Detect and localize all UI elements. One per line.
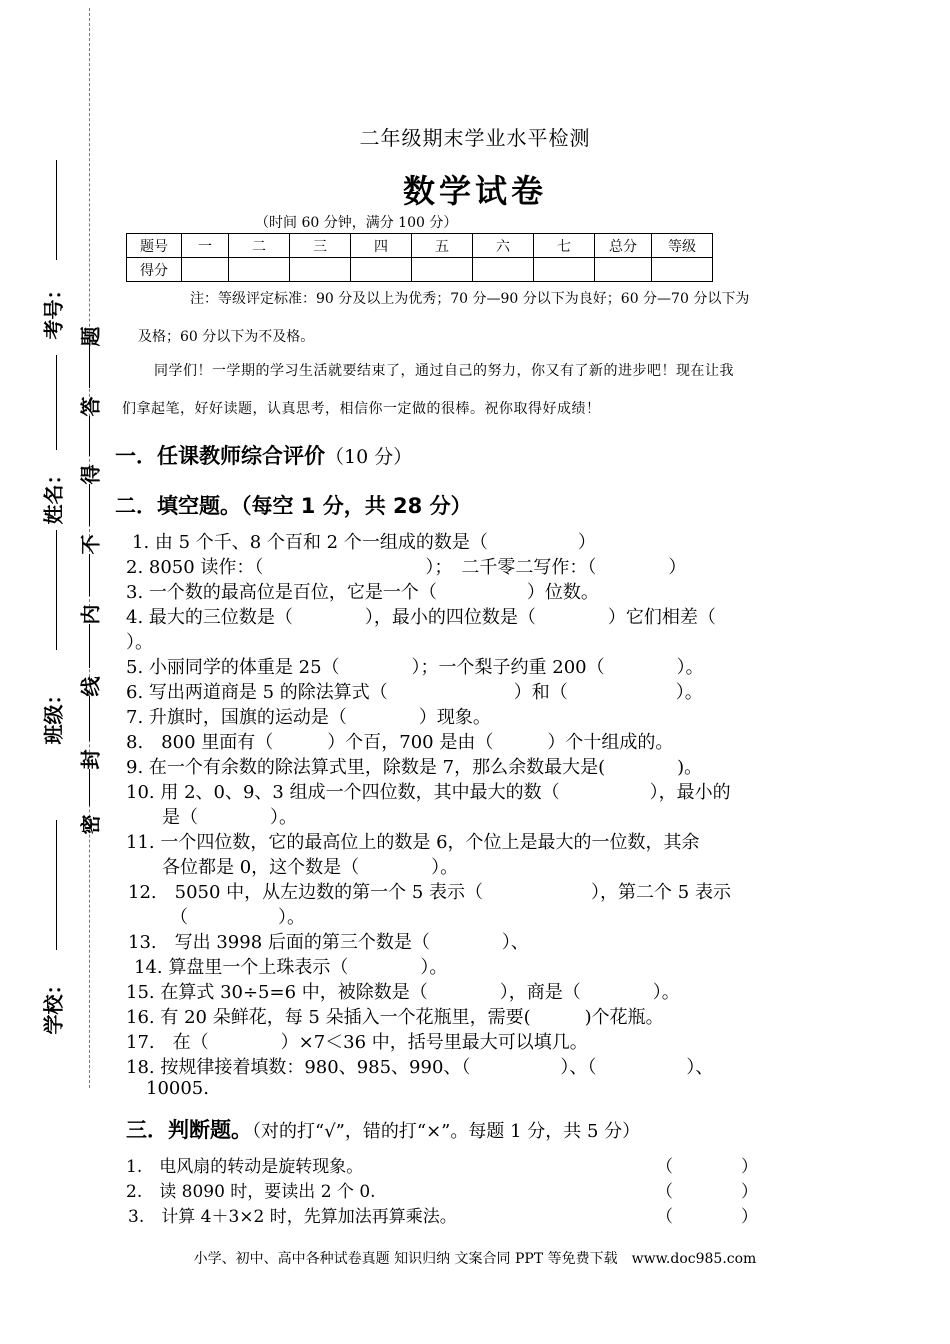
score-input-cell[interactable] bbox=[652, 258, 713, 282]
seal-dash bbox=[89, 696, 90, 741]
score-input-cell[interactable] bbox=[182, 258, 229, 282]
score-input-cell[interactable] bbox=[473, 258, 534, 282]
grading-note-line: 及格；60 分以下为不及格。 bbox=[138, 329, 315, 345]
judge-question-text: 2. 读 8090 时，要读出 2 个 0. bbox=[126, 1182, 376, 1202]
question-line: 8. 800 里面有（ ）个百，700 是由（ ）个十组成的。 bbox=[126, 732, 674, 753]
question-line: 2. 8050 读作：（ ）； 二千零二写作：（ ） bbox=[126, 557, 687, 578]
score-table-score-row bbox=[127, 258, 713, 282]
question-line: 12. 5050 中，从左边数的第一个 5 表示（ ），第二个 5 表示 bbox=[128, 882, 731, 903]
question-line: 18. 按规律接着填数：980、985、990、（ ）、（ ）、 bbox=[126, 1057, 714, 1078]
section-one-title: 一．任课教师综合评价 bbox=[115, 444, 325, 468]
seal-char: 密 bbox=[78, 814, 103, 835]
seal-char: 线 bbox=[78, 676, 103, 697]
table-cell: 五 bbox=[412, 234, 473, 258]
seal-dash bbox=[89, 769, 90, 806]
question-line: 17. 在（ ）×7＜36 中，括号里最大可以填几。 bbox=[126, 1032, 588, 1053]
seal-dash bbox=[89, 416, 90, 456]
judge-answer-blank[interactable]: （ ） bbox=[656, 1182, 758, 1202]
seal-char: 封 bbox=[78, 749, 103, 770]
question-line: 11. 一个四位数，它的最高位上的数是 6，个位上是最大的一位数，其余 bbox=[126, 832, 700, 853]
table-cell: 六 bbox=[473, 234, 534, 258]
seal-char: 得 bbox=[78, 464, 103, 485]
intro-line: 同学们！一学期的学习生活就要结束了，通过自己的努力，你又有了新的进步吧！现在让我 bbox=[154, 363, 734, 379]
seal-char: 内 bbox=[78, 604, 103, 625]
footer-text: 小学、初中、高中各种试卷真题 知识归纳 文案合同 PPT 等免费下载 www.doc985.com bbox=[193, 1251, 757, 1267]
table-cell: 一 bbox=[182, 234, 229, 258]
seal-dash bbox=[89, 624, 90, 668]
score-input-cell[interactable] bbox=[534, 258, 595, 282]
question-line: 3. 一个数的最高位是百位，它是一个（ ）位数。 bbox=[126, 582, 599, 603]
seal-dash bbox=[89, 554, 90, 596]
question-line: 各位都是 0，这个数是（ ）。 bbox=[162, 857, 459, 878]
score-table bbox=[126, 233, 713, 282]
question-line: 1. 由 5 个千、8 个百和 2 个一组成的数是（ ） bbox=[132, 532, 596, 553]
score-input-cell[interactable] bbox=[595, 258, 652, 282]
question-line: 4. 最大的三位数是（ ），最小的四位数是（ ）它们相差（ bbox=[126, 607, 716, 628]
section-three-note: （对的打“√”，错的打“×”。每题 1 分，共 5 分） bbox=[252, 1121, 641, 1142]
question-line: 10. 用 2、0、9、3 组成一个四位数，其中最大的数（ ），最小的 bbox=[126, 782, 731, 803]
exam-title: 数学试卷 bbox=[402, 172, 547, 210]
table-cell: 总分 bbox=[595, 234, 652, 258]
grading-note-line: 注：等级评定标准：90 分及以上为优秀；70 分—90 分以下为良好；60 分—70 分以下为 bbox=[190, 291, 750, 307]
class-label: 班级： bbox=[41, 684, 66, 745]
question-line: 15. 在算式 30÷5=6 中，被除数是（ ），商是（ ）。 bbox=[126, 982, 680, 1003]
table-cell: 七 bbox=[534, 234, 595, 258]
table-cell: 三 bbox=[290, 234, 351, 258]
score-input-cell[interactable] bbox=[229, 258, 290, 282]
time-note: （时间 60 分钟，满分 100 分） bbox=[255, 215, 458, 231]
seal-dash bbox=[89, 346, 90, 388]
score-input-cell[interactable] bbox=[290, 258, 351, 282]
seal-char: 答 bbox=[78, 396, 103, 417]
seal-char: 不 bbox=[78, 534, 103, 555]
table-cell: 得分 bbox=[127, 258, 182, 282]
seal-char: 题 bbox=[78, 326, 103, 347]
score-table-header-row bbox=[127, 234, 713, 258]
section-one-heading bbox=[115, 440, 412, 470]
question-line: 9. 在一个有余数的除法算式里，除数是 7，那么余数最大是( )。 bbox=[126, 757, 703, 778]
judge-question-text: 3. 计算 4＋3×2 时，先算加法再算乘法。 bbox=[128, 1207, 457, 1227]
score-input-cell[interactable] bbox=[412, 258, 473, 282]
class-rule bbox=[56, 530, 57, 650]
exam-subtitle: 二年级期末学业水平检测 bbox=[359, 126, 591, 150]
table-cell: 二 bbox=[229, 234, 290, 258]
question-line: 7. 升旗时，国旗的运动是（ ）现象。 bbox=[126, 707, 491, 728]
table-cell: 题号 bbox=[127, 234, 182, 258]
section-two-heading: 二．填空题。（每空 1 分，共 28 分） bbox=[115, 494, 472, 518]
table-cell: 四 bbox=[351, 234, 412, 258]
question-line: 14. 算盘里一个上珠表示（ ）。 bbox=[134, 957, 448, 978]
section-three-heading bbox=[126, 1114, 640, 1144]
question-line: ）。 bbox=[126, 632, 153, 653]
question-line: 10005. bbox=[146, 1078, 209, 1099]
question-line: 5. 小丽同学的体重是 25（ ）；一个梨子约重 200（ ）。 bbox=[126, 657, 704, 678]
section-three-title: 三．判断题。 bbox=[126, 1118, 252, 1142]
judge-question-text: 1. 电风扇的转动是旋转现象。 bbox=[126, 1157, 364, 1177]
school-rule bbox=[56, 820, 57, 950]
name-label: 姓名： bbox=[41, 464, 66, 525]
question-line: 6. 写出两道商是 5 的除法算式（ ）和（ ）。 bbox=[126, 682, 703, 703]
table-cell: 等级 bbox=[652, 234, 713, 258]
exam-number-label: 考号： bbox=[41, 279, 66, 340]
intro-line: 们拿起笔，好好读题，认真思考，相信你一定做的很棒。祝你取得好成绩！ bbox=[122, 401, 601, 417]
section-one-score: （10 分） bbox=[325, 446, 413, 468]
question-line: 16. 有 20 朵鲜花，每 5 朵插入一个花瓶里，需要( )个花瓶。 bbox=[126, 1007, 664, 1028]
question-line: 13. 写出 3998 后面的第三个数是（ ）、 bbox=[128, 932, 529, 953]
seal-dash bbox=[89, 484, 90, 526]
judge-answer-blank[interactable]: （ ） bbox=[656, 1157, 758, 1177]
question-line: （ ）。 bbox=[170, 907, 305, 928]
name-rule bbox=[56, 355, 57, 450]
score-input-cell[interactable] bbox=[351, 258, 412, 282]
school-label: 学校： bbox=[41, 974, 66, 1035]
question-line: 是（ ）。 bbox=[162, 807, 297, 828]
judge-answer-blank[interactable]: （ ） bbox=[656, 1207, 758, 1227]
